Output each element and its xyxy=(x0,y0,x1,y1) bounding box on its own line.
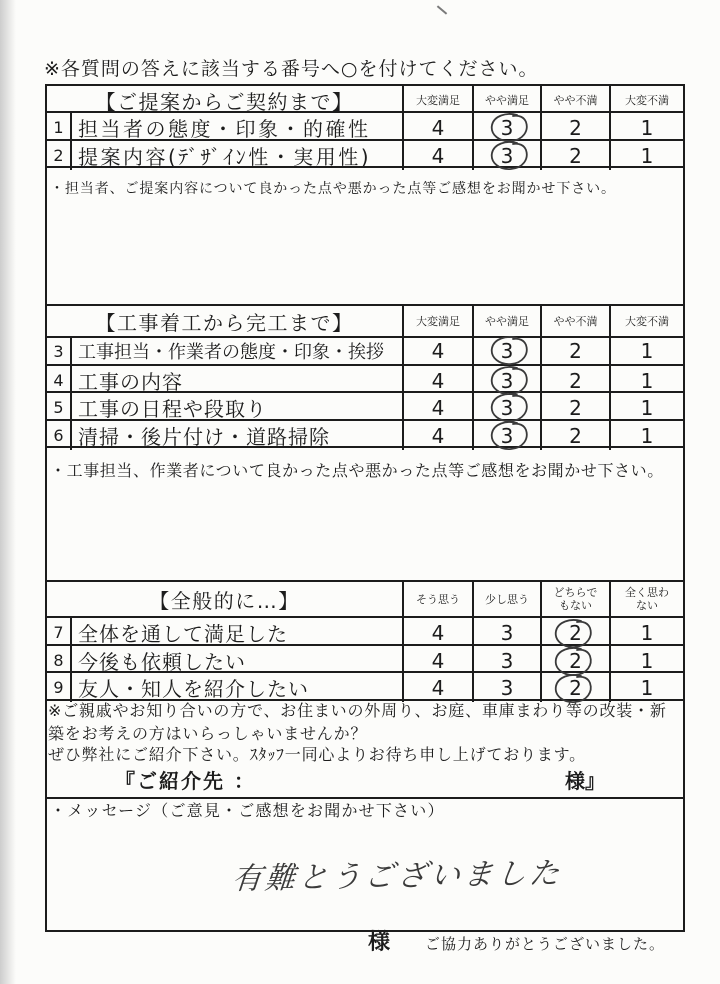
referral-target-label: 『ご紹介先 ： xyxy=(115,769,256,793)
rating-option xyxy=(611,113,683,142)
comment-prompt: ・担当者、ご提案内容について良かった点や悪かった点等ご感想をお聞かせ下さい。 xyxy=(50,181,616,197)
referral-text-line-3: ぜひ弊社にご紹介下さい。ｽﾀｯﾌ一同心よりお待ち申し上げております。 xyxy=(48,745,586,764)
rating-column-header-line: 全く思わ xyxy=(625,586,669,599)
rating-column-header xyxy=(474,306,542,336)
referral-text-line-2: 築をお考えの方はいらっしゃいませんか？ xyxy=(48,724,368,743)
rating-option xyxy=(611,366,683,395)
rating-option xyxy=(542,393,611,422)
rating-option-value: 1 xyxy=(640,143,654,168)
rating-option-value: 2 xyxy=(569,423,582,448)
comment-prompt: ・工事担当、作業者について良かった点や悪かった点等ご感想をお聞かせ下さい。 xyxy=(50,461,664,480)
rating-option xyxy=(474,366,542,395)
rating-option xyxy=(404,113,474,142)
rating-column-header-line: 大変不満 xyxy=(625,94,669,107)
section-title: 【工事着工から完工まで】 xyxy=(47,306,404,336)
question-label: 清掃・後片付け・道路掃除 xyxy=(72,421,404,450)
rating-option xyxy=(474,646,542,675)
rating-option-value: 3 xyxy=(500,648,514,673)
question-label: 友人・知人を紹介したい xyxy=(72,673,404,702)
rating-column-header-line: 大変満足 xyxy=(416,314,460,328)
rating-column-header xyxy=(404,306,474,336)
rating-column-header xyxy=(542,582,611,616)
rating-option xyxy=(542,673,611,702)
rating-column-header xyxy=(611,582,683,616)
scan-edge-shadow xyxy=(0,0,16,984)
rating-option xyxy=(404,141,474,170)
rating-option xyxy=(542,366,611,395)
rating-option xyxy=(542,113,611,142)
rating-option xyxy=(474,421,542,450)
section-construction xyxy=(47,306,683,582)
handwritten-message: 有難とうございました xyxy=(230,856,564,897)
rating-column-header-line: やや満足 xyxy=(485,314,529,328)
question-number: 5 xyxy=(47,393,72,422)
rating-option-value: 2 xyxy=(569,620,582,645)
section-header-row xyxy=(47,582,683,618)
rating-option xyxy=(474,673,542,702)
comment-box xyxy=(47,168,683,306)
rating-column-header xyxy=(542,306,611,336)
rating-option-value: 3 xyxy=(500,423,514,448)
footer-honorific: 様 xyxy=(368,930,391,955)
rating-option xyxy=(474,618,542,647)
rating-option-value: 4 xyxy=(431,620,445,645)
referral-block xyxy=(47,701,683,799)
rating-option-value: 1 xyxy=(640,620,654,645)
rating-option-value: 1 xyxy=(640,423,654,448)
question-label: 全体を通して満足した xyxy=(72,618,404,647)
rating-option-value: 3 xyxy=(500,368,514,393)
rating-option xyxy=(404,646,474,675)
rating-option-value: 2 xyxy=(569,339,582,363)
rating-option-value: 4 xyxy=(431,339,445,363)
rating-option xyxy=(542,618,611,647)
rating-column-header-line: そう思う xyxy=(416,592,460,606)
rating-option xyxy=(611,618,683,647)
rating-column-header xyxy=(404,582,474,616)
rating-option xyxy=(611,673,683,702)
question-number: 1 xyxy=(47,113,72,142)
rating-option-value: 1 xyxy=(640,115,654,140)
rating-option xyxy=(474,141,542,170)
question-row xyxy=(47,141,683,168)
rating-option-value: 3 xyxy=(500,620,514,645)
referral-target-suffix: 様』 xyxy=(565,769,605,793)
rating-option xyxy=(404,421,474,450)
rating-option-value: 3 xyxy=(500,143,514,168)
rating-option xyxy=(542,338,611,364)
question-number: 6 xyxy=(47,421,72,450)
rating-option-value: 3 xyxy=(500,115,514,140)
rating-column-header-line: ない xyxy=(636,599,658,612)
rating-column-header xyxy=(611,86,683,115)
question-label: 工事担当・作業者の態度・印象・挨拶 xyxy=(72,338,404,364)
rating-column-header-line: やや不満 xyxy=(553,94,598,107)
rating-column-header-line: もない xyxy=(559,599,592,612)
question-label: 提案内容(ﾃﾞｻﾞｲﾝ性・実用性) xyxy=(72,141,404,170)
rating-option-value: 3 xyxy=(500,675,514,700)
rating-option-value: 4 xyxy=(431,115,445,140)
question-number: 3 xyxy=(47,338,72,364)
rating-option xyxy=(611,421,683,450)
rating-column-header xyxy=(611,306,683,336)
question-row xyxy=(47,646,683,673)
rating-option xyxy=(611,338,683,364)
rating-column-header xyxy=(474,86,542,115)
rating-column-header-line: やや不満 xyxy=(553,314,598,328)
rating-option-value: 3 xyxy=(500,339,514,363)
rating-option xyxy=(404,618,474,647)
section-title: 【ご提案からご契約まで】 xyxy=(47,86,404,115)
question-number: 7 xyxy=(47,618,72,647)
rating-option-value: 2 xyxy=(569,648,582,673)
question-row xyxy=(47,393,683,421)
section-proposal-to-contract xyxy=(47,86,683,306)
question-number: 8 xyxy=(47,646,72,675)
survey-frame xyxy=(45,84,685,932)
rating-option-value: 4 xyxy=(431,143,445,168)
rating-option-value: 4 xyxy=(431,395,445,420)
rating-option xyxy=(611,393,683,422)
rating-option-value: 2 xyxy=(569,395,582,420)
rating-option xyxy=(611,141,683,170)
rating-column-header-line: どちらで xyxy=(553,586,598,599)
rating-option-value: 4 xyxy=(431,423,445,448)
question-label: 今後も依頼したい xyxy=(72,646,404,675)
question-row xyxy=(47,366,683,393)
rating-column-header-line: やや満足 xyxy=(485,94,529,107)
message-prompt: ・メッセージ（ご意見・ご感想をお聞かせ下さい） xyxy=(50,801,445,820)
footer-thanks-text: ご協力ありがとうございました。 xyxy=(425,935,666,953)
referral-text-line-1: ※ご親戚やお知り合いの方で、お住まいの外周り、お庭、車庫まわり等の改装・新 xyxy=(48,701,667,720)
section-header-row xyxy=(47,306,683,338)
section-title: 【全般的に…】 xyxy=(47,582,404,616)
rating-option-value: 1 xyxy=(640,675,654,700)
rating-option-value: 2 xyxy=(569,143,582,168)
rating-option-value: 2 xyxy=(569,115,582,140)
rating-option-value: 1 xyxy=(640,368,654,393)
scan-smudge-mark xyxy=(437,5,447,14)
rating-option xyxy=(611,646,683,675)
rating-column-header xyxy=(542,86,611,115)
rating-option-value: 2 xyxy=(569,368,582,393)
rating-option xyxy=(404,366,474,395)
rating-option-value: 4 xyxy=(431,368,445,393)
rating-option-value: 1 xyxy=(640,339,654,363)
rating-option xyxy=(542,421,611,450)
form-instruction: ※各質問の答えに該当する番号へ○を付けてください。 xyxy=(44,58,539,80)
question-label: 担当者の態度・印象・的確性 xyxy=(72,113,404,142)
question-row xyxy=(47,618,683,646)
question-number: 9 xyxy=(47,673,72,702)
rating-option xyxy=(474,393,542,422)
rating-column-header-line: 大変不満 xyxy=(625,314,669,328)
rating-option xyxy=(404,673,474,702)
rating-option-value: 1 xyxy=(640,395,654,420)
rating-option xyxy=(404,393,474,422)
question-number: 4 xyxy=(47,366,72,395)
rating-option xyxy=(542,141,611,170)
rating-column-header-line: 少し思う xyxy=(485,592,529,606)
rating-column-header xyxy=(404,86,474,115)
question-label: 工事の日程や段取り xyxy=(72,393,404,422)
question-row xyxy=(47,113,683,141)
rating-option-value: 1 xyxy=(640,648,654,673)
question-label: 工事の内容 xyxy=(72,366,404,395)
question-number: 2 xyxy=(47,141,72,170)
rating-option xyxy=(474,113,542,142)
section-overall xyxy=(47,582,683,701)
section-header-row xyxy=(47,86,683,113)
question-row xyxy=(47,338,683,366)
rating-option-value: 4 xyxy=(431,675,445,700)
comment-box xyxy=(47,448,683,582)
rating-column-header-line: 大変満足 xyxy=(416,94,460,107)
question-row xyxy=(47,421,683,448)
rating-option-value: 2 xyxy=(569,675,582,700)
rating-option-value: 3 xyxy=(500,395,514,420)
rating-column-header xyxy=(474,582,542,616)
rating-option xyxy=(404,338,474,364)
rating-option-value: 4 xyxy=(431,648,445,673)
rating-option xyxy=(474,338,542,364)
rating-option xyxy=(542,646,611,675)
question-row xyxy=(47,673,683,701)
message-box xyxy=(47,799,683,932)
